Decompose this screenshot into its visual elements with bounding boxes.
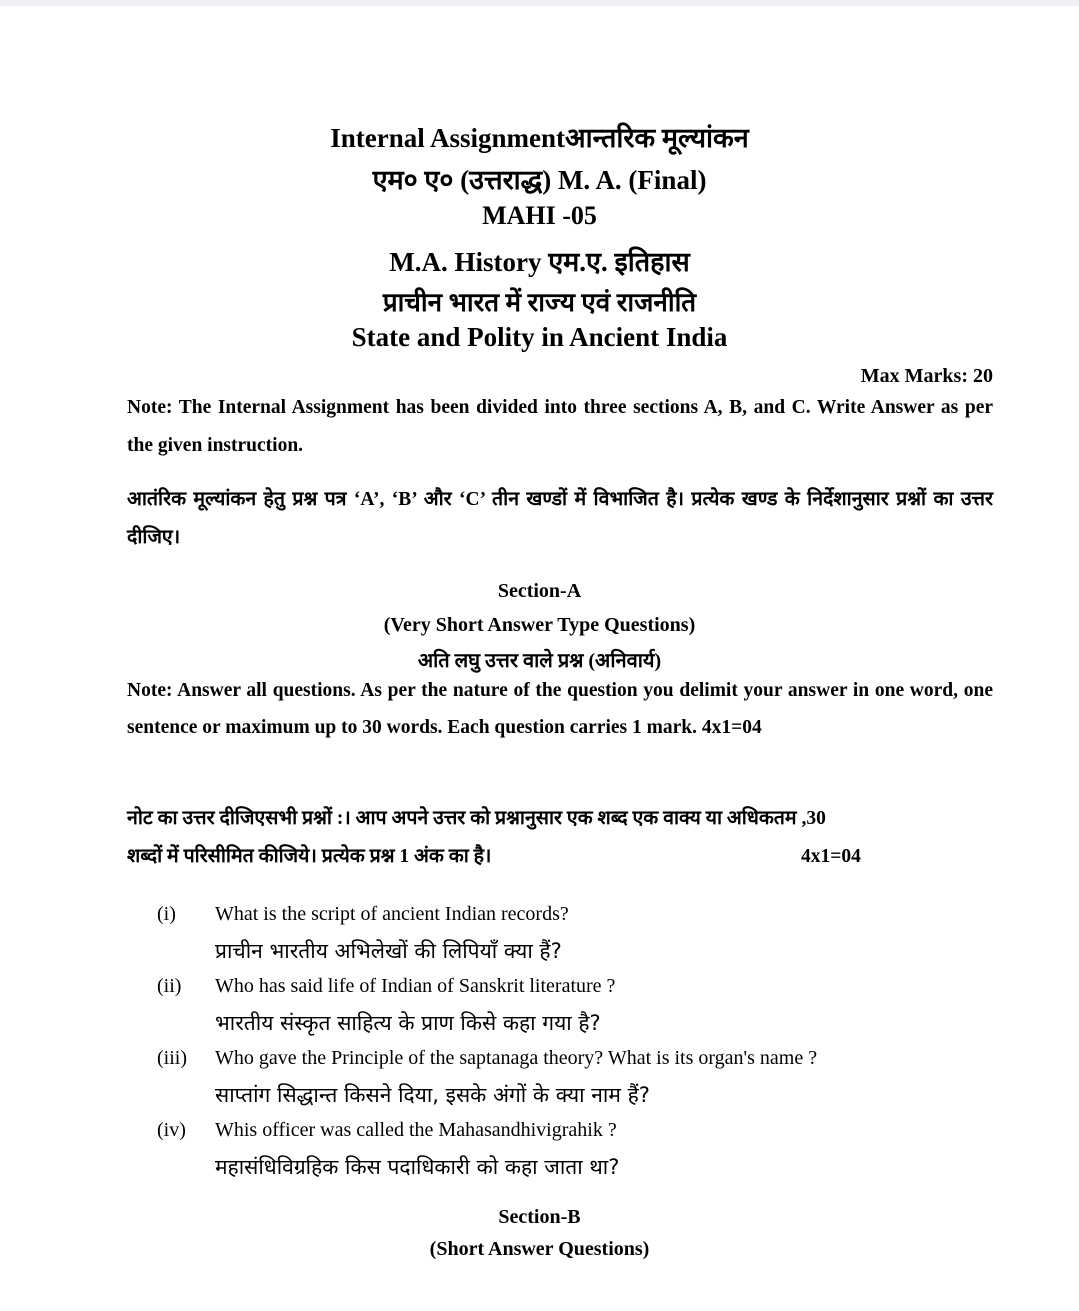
section-a-note-hindi-line1: नोट का उत्तर दीजिएसभी प्रश्नों :। आप अपने उत्तर को प्रश्नानुसार एक शब्द एक वाक्य या अधिकतम ,30 (127, 808, 826, 829)
question-item (0, 975, 1079, 1047)
section-b-title: Section-B (498, 1206, 581, 1228)
question-hindi: महासंधिविग्रहिक किस पदाधिकारी को कहा जाता था? (215, 1155, 620, 1179)
question-english: Whis officer was called the Mahasandhivigrahik ? (215, 1119, 617, 1141)
question-hindi: प्राचीन भारतीय अभिलेखों की लिपियाँ क्या हैं? (215, 939, 562, 963)
program-title: M.A. History एम.ए. इतिहास (389, 247, 690, 277)
subject-title-hindi: प्राचीन भारत में राज्य एवं राजनीति (382, 288, 697, 317)
max-marks: Max Marks: 20 (860, 365, 993, 387)
section-a-subtitle-english: (Very Short Answer Type Questions) (383, 614, 696, 636)
question-number: (iv) (157, 1119, 186, 1141)
section-a-note-hindi (127, 800, 993, 876)
question-item (0, 1119, 1079, 1191)
question-item (0, 1047, 1079, 1119)
title-line-2: एम० ए० (उत्तराद्ध) M. A. (Final) (372, 165, 707, 195)
question-number: (ii) (157, 975, 182, 997)
question-number: (i) (157, 903, 176, 925)
title-line-1: Internal Assignmentआन्तरिक मूल्यांकन (330, 123, 749, 153)
section-a-note-hindi-marks: 4x1=04 (801, 846, 861, 867)
section-a-title: Section-A (497, 580, 582, 602)
course-code: MAHI -05 (482, 201, 597, 230)
section-a-note-english: Note: Answer all questions. As per the nature of the question you delimit your answer in one word, one sentence or maximum up to 30 words. Each question carries 1 mark. 4x1=04 (127, 680, 993, 738)
question-item (0, 903, 1079, 975)
section-a-subtitle-hindi: अति लघु उत्तर वाले प्रश्न (अनिवार्य) (417, 650, 662, 672)
question-hindi: भारतीय संस्कृत साहित्य के प्राण किसे कहा गया है? (215, 1011, 601, 1035)
question-english: Who has said life of Indian of Sanskrit literature ? (215, 975, 616, 997)
section-a-note-hindi-line2: शब्दों में परिसीमित कीजिये। प्रत्येक प्रश्न 1 अंक का है। (127, 846, 492, 867)
question-hindi: साप्तांग सिद्धान्त किसने दिया, इसके अंगों के क्या नाम हैं? (215, 1083, 650, 1107)
section-a-note-hindi-line2-wrap (127, 838, 993, 876)
general-note-hindi: आतंरिक मूल्यांकन हेतु प्रश्न पत्र ‘A’, ‘B’ और ‘C’ तीन खण्डों में विभाजित है। प्रत्येक खण्ड के निर्देशानुसार प्रश्नों का उत्तर दीजिए। (127, 489, 993, 548)
subject-title-english: State and Polity in Ancient India (351, 322, 728, 352)
question-number: (iii) (157, 1047, 187, 1069)
top-edge (0, 0, 1079, 6)
section-b-subtitle-english: (Short Answer Questions) (429, 1238, 650, 1260)
general-note-english: Note: The Internal Assignment has been divided into three sections A, B, and C. Write Answer as per the given instruction. (127, 397, 993, 456)
question-english: Who gave the Principle of the saptanaga theory? What is its organ's name ? (215, 1047, 818, 1069)
question-english: What is the script of ancient Indian records? (215, 903, 569, 925)
